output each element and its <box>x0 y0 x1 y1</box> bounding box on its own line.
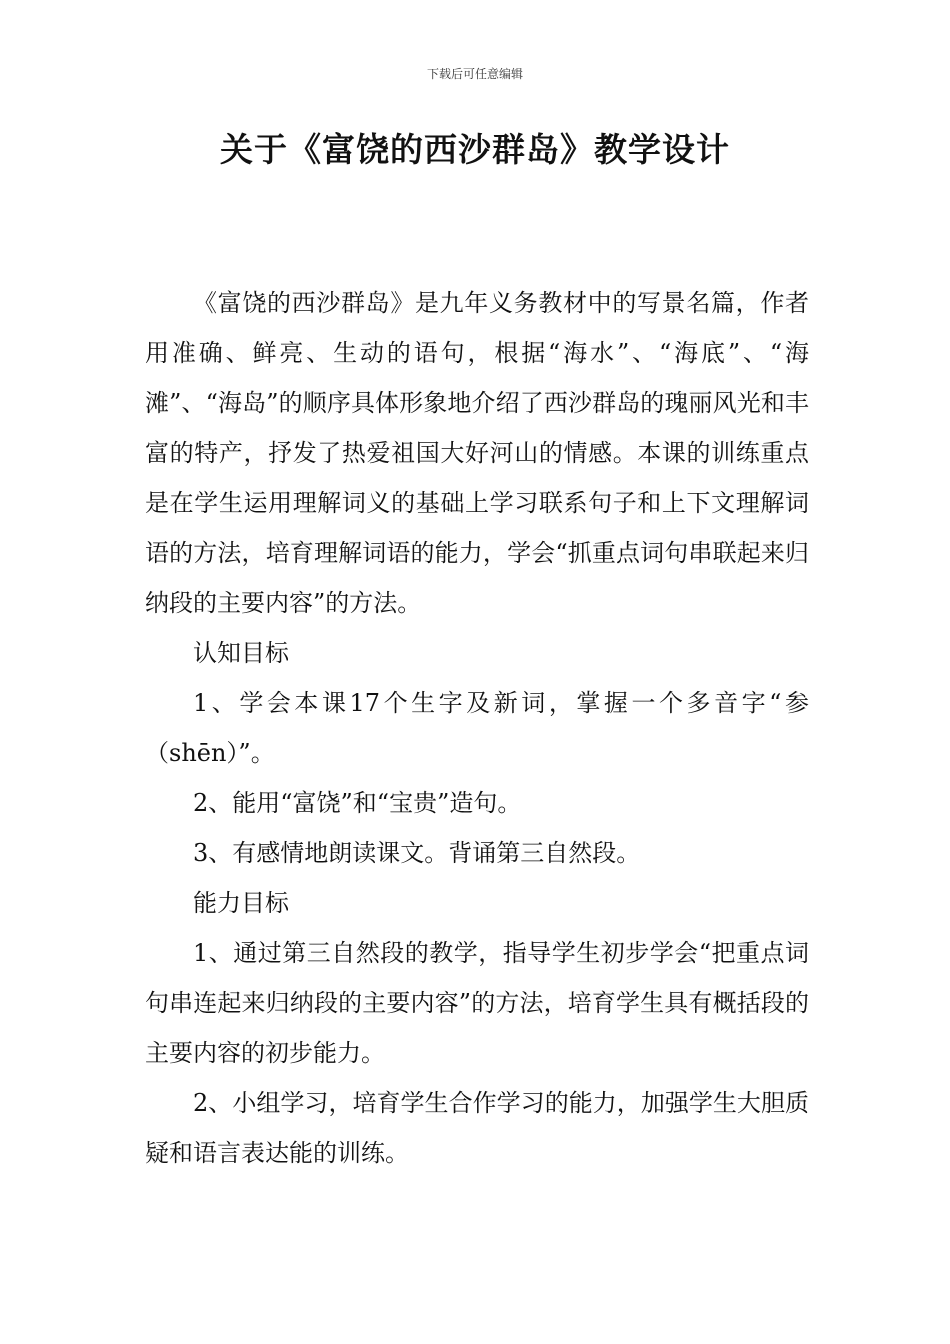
document-body <box>145 278 809 1178</box>
ability-goal-item: 2、小组学习，培育学生合作学习的能力，加强学生大胆质疑和语言表达能的训练。 <box>145 1089 809 1167</box>
section-heading-cognitive-goals: 认知目标 <box>193 639 289 667</box>
cognitive-goal-item: 3、有感情地朗读课文。背诵第三自然段。 <box>193 839 641 867</box>
cognitive-goal-item: 1、学会本课17个生字及新词，掌握一个多音字“参（shēn）”。 <box>145 689 809 767</box>
ability-goal-item: 1、通过第三自然段的教学，指导学生初步学会“把重点词句串连起来归纳段的主要内容”的方法，培育学生具有概括段的主要内容的初步能力。 <box>145 939 809 1067</box>
section-heading-ability-goals: 能力目标 <box>193 889 289 917</box>
document-title: 关于《富饶的西沙群岛》教学设计 <box>220 130 730 169</box>
header-note: 下载后可任意编辑 <box>426 67 523 81</box>
intro-paragraph: 《富饶的西沙群岛》是九年义务教材中的写景名篇，作者用准确、鲜亮、生动的语句，根据“海水”、“海底”、“海滩”、“海岛”的顺序具体形象地介绍了西沙群岛的瑰丽风光和丰富的特产，抒发了热爱祖国大好河山的情感。本课的训练重点是在学生运用理解词义的基础上学习联系句子和上下文理解词语的方法，培育理解词语的能力，学会“抓重点词句串联起来归纳段的主要内容”的方法。 <box>145 289 809 617</box>
cognitive-goal-item: 2、能用“富饶”和“宝贵”造句。 <box>193 789 522 817</box>
